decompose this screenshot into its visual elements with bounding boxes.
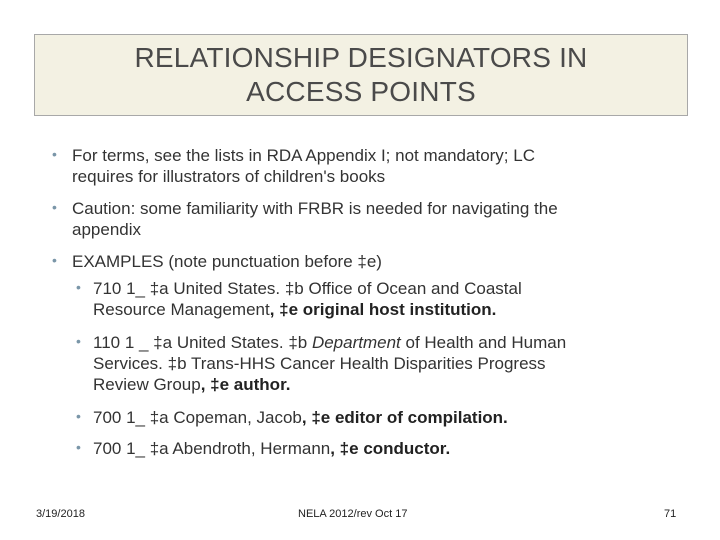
footer-center-text: NELA 2012/rev Oct 17 <box>298 508 408 520</box>
example-3-text: 700 1_ ‡a Copeman, Jacob <box>93 408 302 427</box>
sub-bullet-dot: • <box>76 279 81 295</box>
example-1-line-2 <box>93 299 496 320</box>
example-2-text-a: 110 1 _ ‡a United States. ‡b <box>93 333 312 352</box>
example-4-designator: , ‡e conductor. <box>330 439 451 458</box>
example-2-designator: , ‡e author. <box>200 375 291 394</box>
sub-bullet-dot: • <box>76 439 81 455</box>
slide-title-line-1: RELATIONSHIP DESIGNATORS IN <box>134 42 588 73</box>
example-1-designator: , ‡e original host institution. <box>269 300 497 319</box>
slide-title-line-2: ACCESS POINTS <box>246 76 476 107</box>
footer-page-number: 71 <box>664 508 677 520</box>
bullet-1-line-1: For terms, see the lists in RDA Appendix I; not mandatory; LC <box>72 146 535 165</box>
example-1-text: Resource Management <box>93 300 270 319</box>
bullet-dot: • <box>52 252 57 268</box>
example-2-italic: Department <box>311 333 401 352</box>
example-2-line-1 <box>93 332 566 353</box>
example-3-designator: , ‡e editor of compilation. <box>301 408 508 427</box>
bullet-dot: • <box>52 146 57 162</box>
bullet-3-line-1: EXAMPLES (note punctuation before ‡e) <box>72 252 382 271</box>
bullet-2-line-2: appendix <box>72 220 142 239</box>
bullet-dot: • <box>52 199 57 215</box>
sub-bullet-dot: • <box>76 333 81 349</box>
example-2-line-2: Services. ‡b Trans-HHS Cancer Health Disparities Progress <box>93 354 546 373</box>
example-1-line-1: 710 1_ ‡a United States. ‡b Office of Ocean and Coastal <box>93 279 522 298</box>
example-2-line-3 <box>93 374 290 395</box>
example-2-text-c: Review Group <box>93 375 201 394</box>
bullet-1-line-2: requires for illustrators of children's books <box>72 167 386 186</box>
example-4-text: 700 1_ ‡a Abendroth, Hermann <box>93 439 331 458</box>
footer-date: 3/19/2018 <box>36 508 85 520</box>
example-4-line-1 <box>93 438 450 459</box>
sub-bullet-dot: • <box>76 408 81 424</box>
bullet-2-line-1: Caution: some familiarity with FRBR is needed for navigating the <box>72 199 558 218</box>
example-3-line-1 <box>93 407 508 428</box>
example-2-text-b: of Health and Human <box>400 333 567 352</box>
